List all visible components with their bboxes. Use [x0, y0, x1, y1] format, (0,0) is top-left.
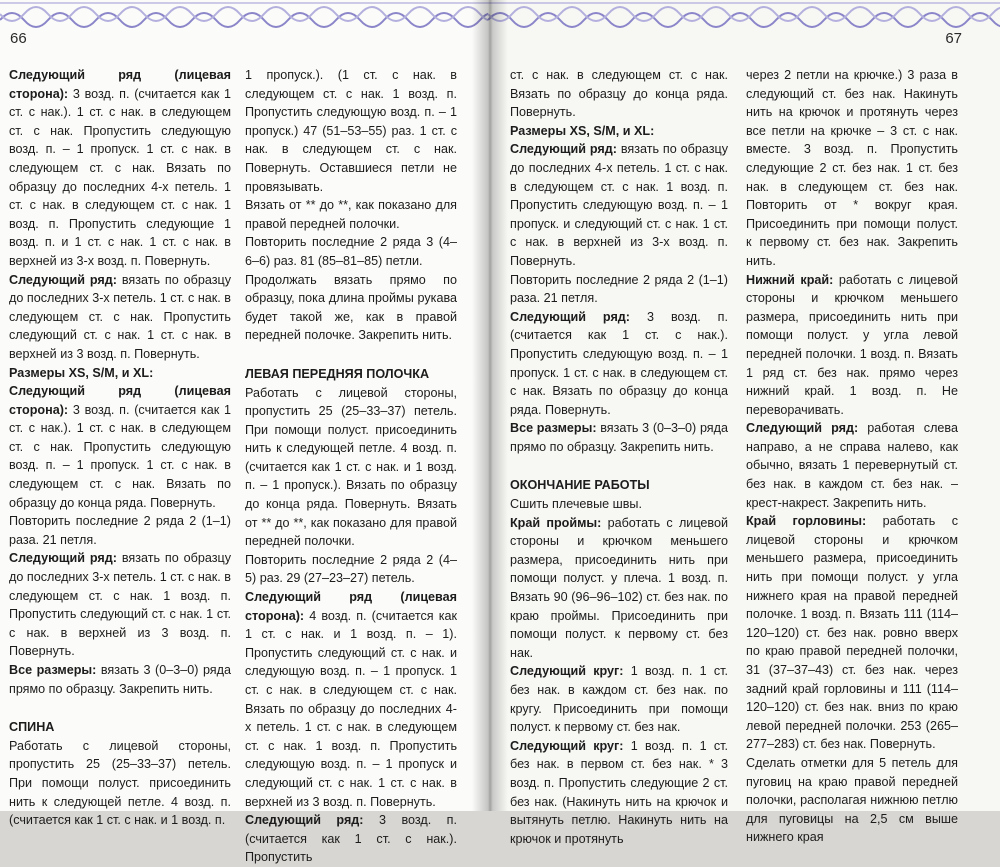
paragraph: Продолжать вязать прямо по образцу, пока длина проймы рукава будет такой же, как в правой передней полочке. Закрепить нить.	[245, 272, 457, 343]
section-heading: СПИНА	[9, 720, 55, 735]
paragraph: Повторить последние 2 ряда 2 (4–5) раз. 29 (27–23–27) петель.	[245, 552, 457, 586]
paragraph: Следующий круг: 1 возд. п. 1 ст. без нак. в первом ст. без нак. * 3 возд. п. Пропустить следующие 2 ст. без нак. (Накинуть нить на крючок и вытянуть петлю. Накинуть нить на крючок и протянуть	[510, 738, 728, 846]
paragraph: Все размеры: вязать 3 (0–3–0) ряда прямо по образцу. Закрепить нить.	[510, 421, 728, 454]
paragraph: Сшить плечевые швы.	[510, 497, 642, 512]
paragraph: Нижний край: работать с лицевой стороны и крючком меньшего размера, присоединить нить при помощи полуст. у угла левой передней полочки. 1 возд. п. Вязать 1 ряд ст. без нак. прямо через нижний край. 1 возд. п. Не переворачивать.	[746, 272, 958, 417]
paragraph: Следующий ряд: вязать по образцу до последних 4-х петель. 1 ст. с нак. в следующем ст. с нак. 1 возд. п. Пропустить следующую возд. п. – 1 пропуск. и следующий ст. с нак. 1 ст. с нак. в верхней из 3-х возд. п. Повернуть.	[510, 142, 729, 268]
paragraph: Повторить последние 2 ряда 2 (1–1) раза. 21 петля.	[9, 514, 231, 547]
paragraph: Следующий круг: 1 возд. п. 1 ст. без нак. в каждом ст. без нак. по кругу. Присоединить при помощи полуст. к первому ст. без нак.	[510, 664, 728, 735]
section-heading: ЛЕВАЯ ПЕРЕДНЯЯ ПОЛОЧКА	[245, 366, 430, 381]
text-column-left-1	[9, 66, 231, 830]
paragraph: Следующий ряд: 3 возд. п. (считается как 1 ст. с нак.). Пропустить следующую возд. п. – 1 пропуск. 1 ст. с нак. в следующем ст. с нак. Вязать по образцу до конца ряда. Повернуть.	[510, 309, 729, 417]
paragraph: Следующий ряд: работая слева направо, а не справа налево, как обычно, вязать 1 перевернутый ст. без нак. в каждом ст. без нак. – крест-накрест. Закрепить нить.	[746, 421, 958, 510]
paragraph: Следующий ряд: вязать по образцу до последних 3-х петель. 1 ст. с нак. в следующем ст. с нак. Пропустить следующий ст. с нак. 1 ст. с нак. в верхней из 3 возд. п. Повернуть.	[9, 272, 232, 361]
paragraph: Повторить последние 2 ряда 3 (4–6–6) раз. 81 (85–81–85) петли.	[245, 235, 457, 268]
section-heading: ОКОНЧАНИЕ РАБОТЫ	[510, 478, 650, 493]
paragraph: Следующий ряд (лицевая сторона): 3 возд. п. (считается как 1 ст. с нак.). 1 ст. с нак. в следующем ст. с нак. Пропустить следующую возд. п. – 1 пропуск. 1 ст. с нак. в следующем ст. с нак. Вязать по образцу до конца ряда. Повернуть.	[9, 384, 231, 510]
paragraph: Край проймы: работать с лицевой стороны и крючком меньшего размера, присоединить нить при помощи полуст. у плеча. 1 возд. п. Вязать 90 (96–96–102) ст. без нак. по краю проймы. Присоединить при помощи полуст. к первому ст. без нак.	[510, 515, 728, 660]
decorative-border-right	[488, 0, 1000, 34]
text-column-right-2	[746, 66, 958, 847]
left-page	[0, 0, 488, 865]
paragraph: Работать с лицевой стороны, пропустить 25 (25–33–37) петель. При помощи полуст. присоединить нить к следующей петле. 4 возд. п. (считается как 1 ст. с нак. и 1 возд. п.	[9, 738, 231, 828]
paragraph: Следующий ряд (лицевая сторона): 4 возд. п. (считается как 1 ст. с нак. и 1 возд. п. – 1). Пропустить следующий ст. с нак. и следующую возд. п. – 1 пропуск. 1 ст. с нак. в следующем ст. с нак. Вязать по образцу до последних 4-х петель. 1 ст. с нак. в следующем ст. с нак. 1 возд. п. Пропустить следующую возд. п. – 1 пропуск и следующий ст. с нак. 1 ст. с нак. в верхней из 3 возд. п. Повернуть.	[245, 590, 457, 809]
paragraph: Следующий ряд: вязать по образцу до последних 3-х петель. 1 ст. с нак. в следующем ст. с нак. 1 возд. п. Пропустить следующий ст. с нак. 1 ст. с нак. в верхней из 3 возд. п. Повернуть.	[9, 551, 232, 659]
right-page	[488, 0, 1000, 846]
text-column-left-2	[245, 66, 457, 867]
book-gutter-shadow	[472, 0, 508, 811]
page-number: 67	[945, 30, 962, 47]
decorative-border-left	[0, 0, 488, 34]
paragraph: Работать с лицевой стороны, пропустить 25 (25–33–37) петель. При помощи полуст. присоединить нить к следующей петле. 4 возд. п. (считается как 1 ст. с нак. и 1 возд. п. – 1 пропуск.). Вязать по образцу до конца ряда. Повернуть. Вязать от ** до **, как показано для правой передней полочки.	[245, 385, 457, 549]
paragraph: Следующий ряд: 3 возд. п. (считается как 1 ст. с нак.). Пропустить	[245, 813, 458, 865]
paragraph: 1 пропуск.). (1 ст. с нак. в следующем ст. с нак. 1 возд. п. Пропустить следующую возд. п. – 1 пропуск.) 47 (51–53–55) раз. 1 ст. с нак. в следующем ст. с нак. Повернуть. Оставшиеся петли не провязывать.	[245, 68, 457, 194]
paragraph: Повторить последние 2 ряда 2 (1–1) раза. 21 петля.	[510, 272, 728, 306]
paragraph: Край горловины: работать с лицевой стороны и крючком меньшего размера, присоединить нить при помощи полуст. у угла нижнего края на правой передней полочке. 1 возд. п. Вязать 111 (114–120–120) ст. без нак. ровно вверх по краю правой передней полочки, 31 (37–37–43) ст. без нак. через задний край горловины и 111 (114–120–120) ст. без нак. вниз по краю левой передней полочки. 253 (265–277–283) ст. без нак. Повернуть.	[746, 514, 958, 752]
paragraph: Размеры XS, S/M, и XL:	[9, 365, 154, 380]
text-column-right-1	[510, 66, 728, 848]
paragraph: Вязать от ** до **, как показано для правой передней полочки.	[245, 198, 457, 231]
paragraph: ст. с нак. в следующем ст. с нак. Вязать по образцу до конца ряда. Повернуть.	[510, 68, 728, 120]
page-number: 66	[10, 30, 27, 47]
subheading: Размеры XS, S/M, и XL:	[510, 123, 655, 138]
paragraph: Следующий ряд (лицевая сторона): 3 возд. п. (считается как 1 ст. с нак.). 1 ст. с нак. в следующем ст. с нак. Пропустить следующую возд. п. – 1 пропуск. 1 ст. с нак. в следующем ст. с нак. Вязать по образцу до последних 4-х петель. 1 ст. с нак. в следующем ст. с нак. 1 возд. п. Пропустить следующие 1 возд. п. и 1 ст. с нак. 1 ст. с нак. в верхней из 3-х возд. п. Повернуть.	[9, 68, 231, 268]
paragraph: Сделать отметки для 5 петель для пуговиц на краю правой передней полочки, располагая нижнюю петлю для пуговицы на 2,5 см выше нижнего края	[746, 755, 958, 845]
paragraph: Все размеры: вязать 3 (0–3–0) ряда прямо по образцу. Закрепить нить.	[9, 663, 231, 696]
paragraph: через 2 петли на крючке.) 3 раза в следующий ст. без нак. Накинуть нить на крючок и протянуть через все петли на крючке – 3 ст. с нак. вместе. 3 возд. п. Пропустить следующие 2 ст. без нак. 1 ст. без нак. в следующем ст. без нак. Повторить от * вокруг края. Присоединить при помощи полуст. к первому ст. без нак. Закрепить нить.	[746, 68, 958, 268]
